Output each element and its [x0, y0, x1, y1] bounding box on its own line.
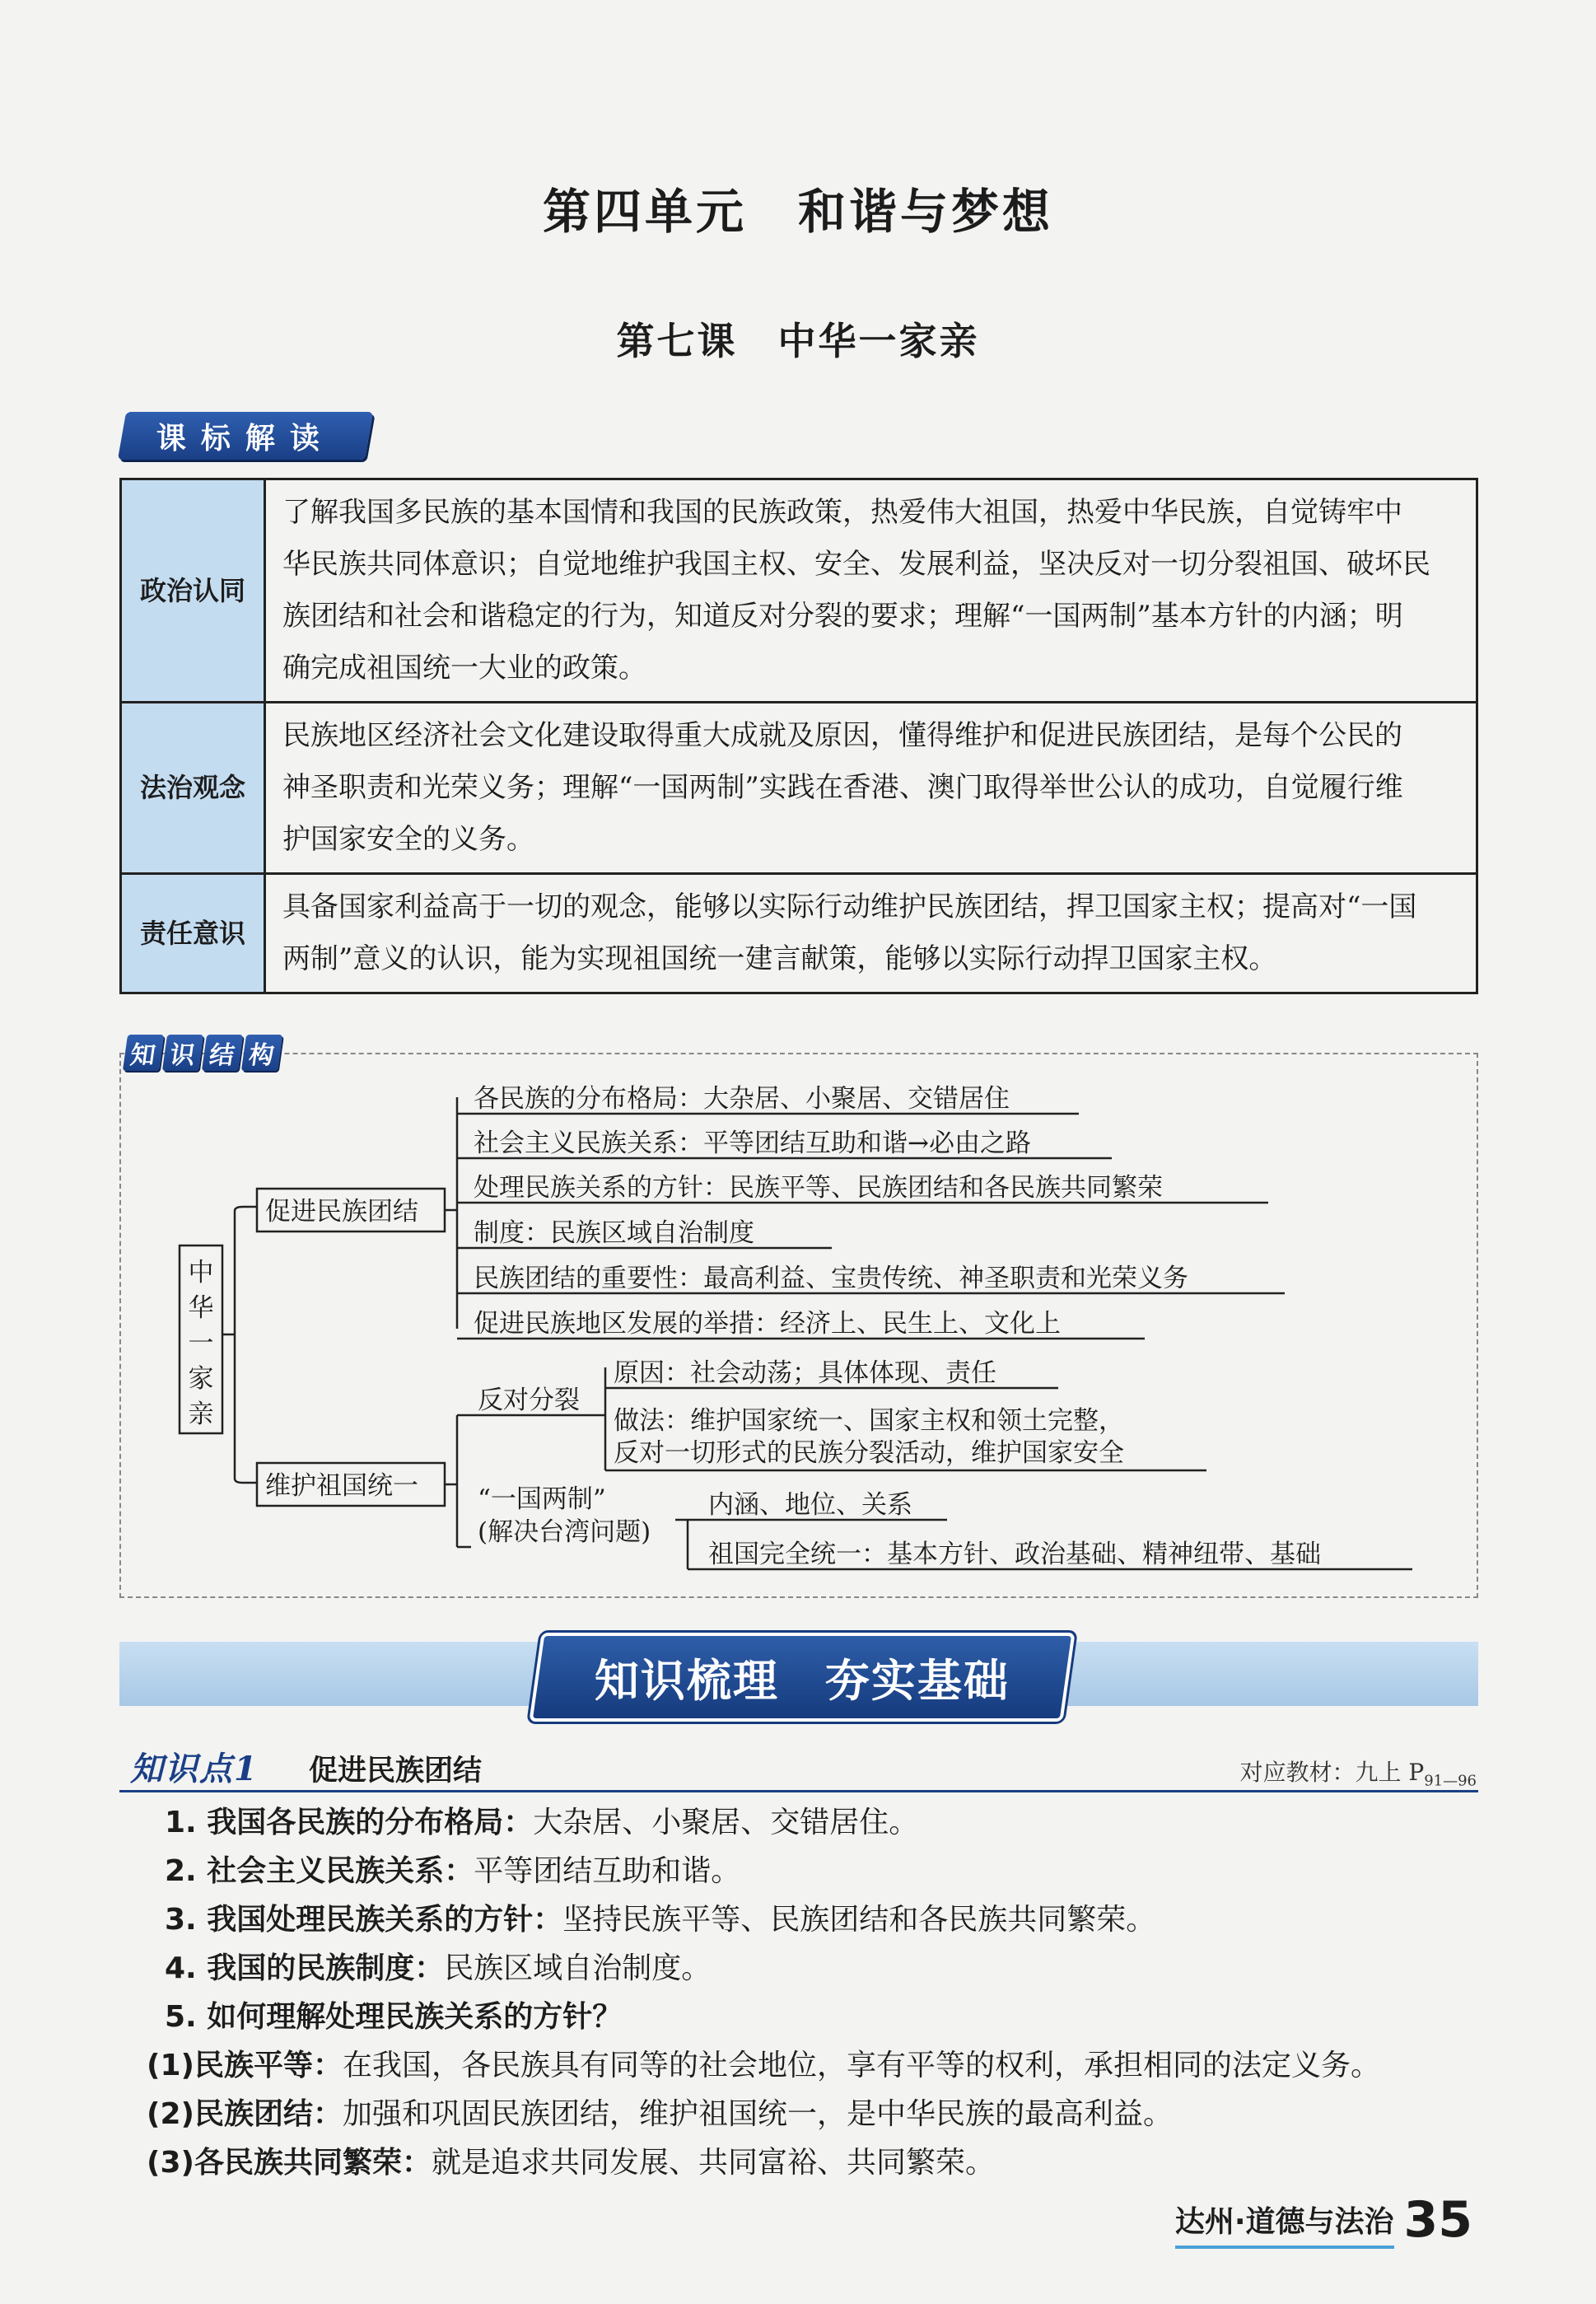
point-text: 就是追求共同发展、共同富裕、共同繁荣。 [431, 2146, 995, 2180]
point-heading: (1)民族平等： [147, 2049, 343, 2082]
tag-char: 构 [241, 1035, 282, 1071]
point-item [165, 1798, 1499, 1847]
root-char: 家 [188, 1364, 214, 1394]
point-item [165, 1895, 1499, 1944]
point-text: 加强和巩固民族团结，维护祖国统一，是中华民族的最高利益。 [342, 2097, 1173, 2131]
root-char: 华 [188, 1293, 214, 1323]
point-text: 坚持民族平等、民族团结和各民族共同繁荣。 [562, 1903, 1156, 1937]
standard-line: 确完成祖国统一大业的政策。 [282, 652, 646, 685]
standard-line: 具备国家利益高于一切的观念，能够以实际行动维护民族团结，捍卫国家主权；提高对“一国 [282, 890, 1417, 923]
standard-line: 护国家安全的义务。 [282, 823, 534, 856]
octs-item: 内涵、地位、关系 [708, 1490, 912, 1520]
point-heading: 4. 我国的民族制度： [165, 1951, 445, 1985]
branch2-label: 维护祖国统一 [265, 1471, 418, 1501]
point-heading: 5. 如何理解处理民族关系的方针？ [165, 2000, 623, 2034]
standards-tag-text: 课标解读 [156, 421, 334, 456]
root-char: 中 [188, 1258, 214, 1288]
standard-line: 民族地区经济社会文化建设取得重大成就及原因，懂得维护和促进民族团结，是每个公民的 [282, 719, 1402, 752]
textbook-reference [1239, 1755, 1477, 1790]
octs-item: 祖国完全统一：基本方针、政治基础、精神纽带、基础 [708, 1540, 1321, 1569]
branch1-item: 促进民族地区发展的举措：经济上、民生上、文化上 [474, 1309, 1061, 1339]
unit-title: 第四单元 和谐与梦想 [542, 184, 1053, 240]
tag-char: 知 [123, 1035, 164, 1071]
point-item [165, 1847, 1499, 1895]
oppose-item: 反对一切形式的民族分裂活动，维护国家安全 [614, 1438, 1124, 1468]
point-heading: (3)各民族共同繁荣： [147, 2146, 432, 2180]
point-text: 民族区域自治制度。 [444, 1951, 712, 1985]
point-heading: 3. 我国处理民族关系的方针： [165, 1903, 563, 1937]
root-char: 亲 [188, 1400, 214, 1429]
knowledge-point-title: 促进民族团结 [309, 1755, 483, 1788]
ref-pages: 91—96 [1424, 1772, 1477, 1790]
root-brace [222, 1207, 257, 1483]
branch1-item: 制度：民族区域自治制度 [474, 1218, 754, 1248]
standard-line: 两制”意义的认识，能为实现祖国统一建言献策，能够以实际行动捍卫国家主权。 [282, 942, 1277, 975]
branch2-brace [445, 1415, 457, 1547]
standard-label: 政治认同 [121, 479, 265, 703]
page-footer [1175, 2191, 1472, 2249]
ref-prefix: 对应教材：九上 P [1239, 1759, 1425, 1786]
branch1-item: 各民族的分布格局：大杂居、小聚居、交错居住 [474, 1084, 1010, 1114]
knowledge-point-divider [119, 1790, 1478, 1792]
page-number: 35 [1403, 2191, 1472, 2249]
point-text: 平等团结互助和谐。 [474, 1854, 741, 1888]
octs-sublabel: (解决台湾问题) [478, 1517, 651, 1547]
standard-label: 责任意识 [121, 874, 265, 993]
book-name: 达州·道德与法治 [1175, 2199, 1394, 2249]
branch1-item: 社会主义民族关系：平等团结互助和谐→必由之路 [474, 1129, 1031, 1158]
point-text: 大杂居、小聚居、交错居住。 [533, 1806, 919, 1839]
oppose-label: 反对分裂 [478, 1386, 580, 1415]
root-char: 一 [188, 1329, 214, 1358]
knowledge-point-tag: 知识点1 [130, 1750, 259, 1788]
point-item [165, 1993, 1499, 2041]
point-item [165, 1944, 1499, 1993]
branch1-brace [445, 1097, 457, 1329]
octs-label: “一国两制” [478, 1484, 606, 1514]
point-text: 在我国，各民族具有同等的社会地位，享有平等的权利，承担相同的法定义务。 [342, 2049, 1380, 2082]
point-item [147, 2090, 1499, 2138]
standard-label: 法治观念 [121, 703, 265, 874]
lesson-title: 第七课 中华一家亲 [616, 319, 980, 363]
oppose-item: 原因：社会动荡；具体体现、责任 [614, 1358, 996, 1388]
point-heading: 2. 社会主义民族关系： [165, 1854, 474, 1888]
point-heading: (2)民族团结： [147, 2097, 343, 2131]
standard-line: 族团结和社会和谐稳定的行为，知道反对分裂的要求；理解“一国两制”基本方针的内涵；明 [282, 600, 1403, 633]
tag-char: 结 [202, 1035, 243, 1071]
point-heading: 1. 我国各民族的分布格局： [165, 1806, 534, 1839]
branch1-item: 处理民族关系的方针：民族平等、民族团结和各民族共同繁荣 [474, 1173, 1163, 1203]
standard-line: 了解我国多民族的基本国情和我国的民族政策，热爱伟大祖国，热爱中华民族，自觉铸牢中 [282, 496, 1402, 529]
section-banner [529, 1633, 1075, 1722]
tag-char: 识 [162, 1035, 203, 1071]
branch1-label: 促进民族团结 [265, 1197, 418, 1227]
point-item [147, 2138, 1499, 2187]
knowledge-points [147, 1798, 1499, 2187]
point-item [147, 2041, 1499, 2090]
branch1-item: 民族团结的重要性：最高利益、宝贵传统、神圣职责和光荣义务 [474, 1264, 1188, 1293]
standard-line: 神圣职责和光荣义务；理解“一国两制”实践在香港、澳门取得举世公认的成功，自觉履行维 [282, 771, 1403, 804]
standard-line: 华民族共同体意识；自觉地维护我国主权、安全、发展利益，坚决反对一切分裂祖国、破坏民 [282, 548, 1430, 581]
section-banner-text: 知识梳理 夯实基础 [595, 1654, 1010, 1707]
oppose-item: 做法：维护国家统一、国家主权和领土完整， [614, 1406, 1124, 1436]
